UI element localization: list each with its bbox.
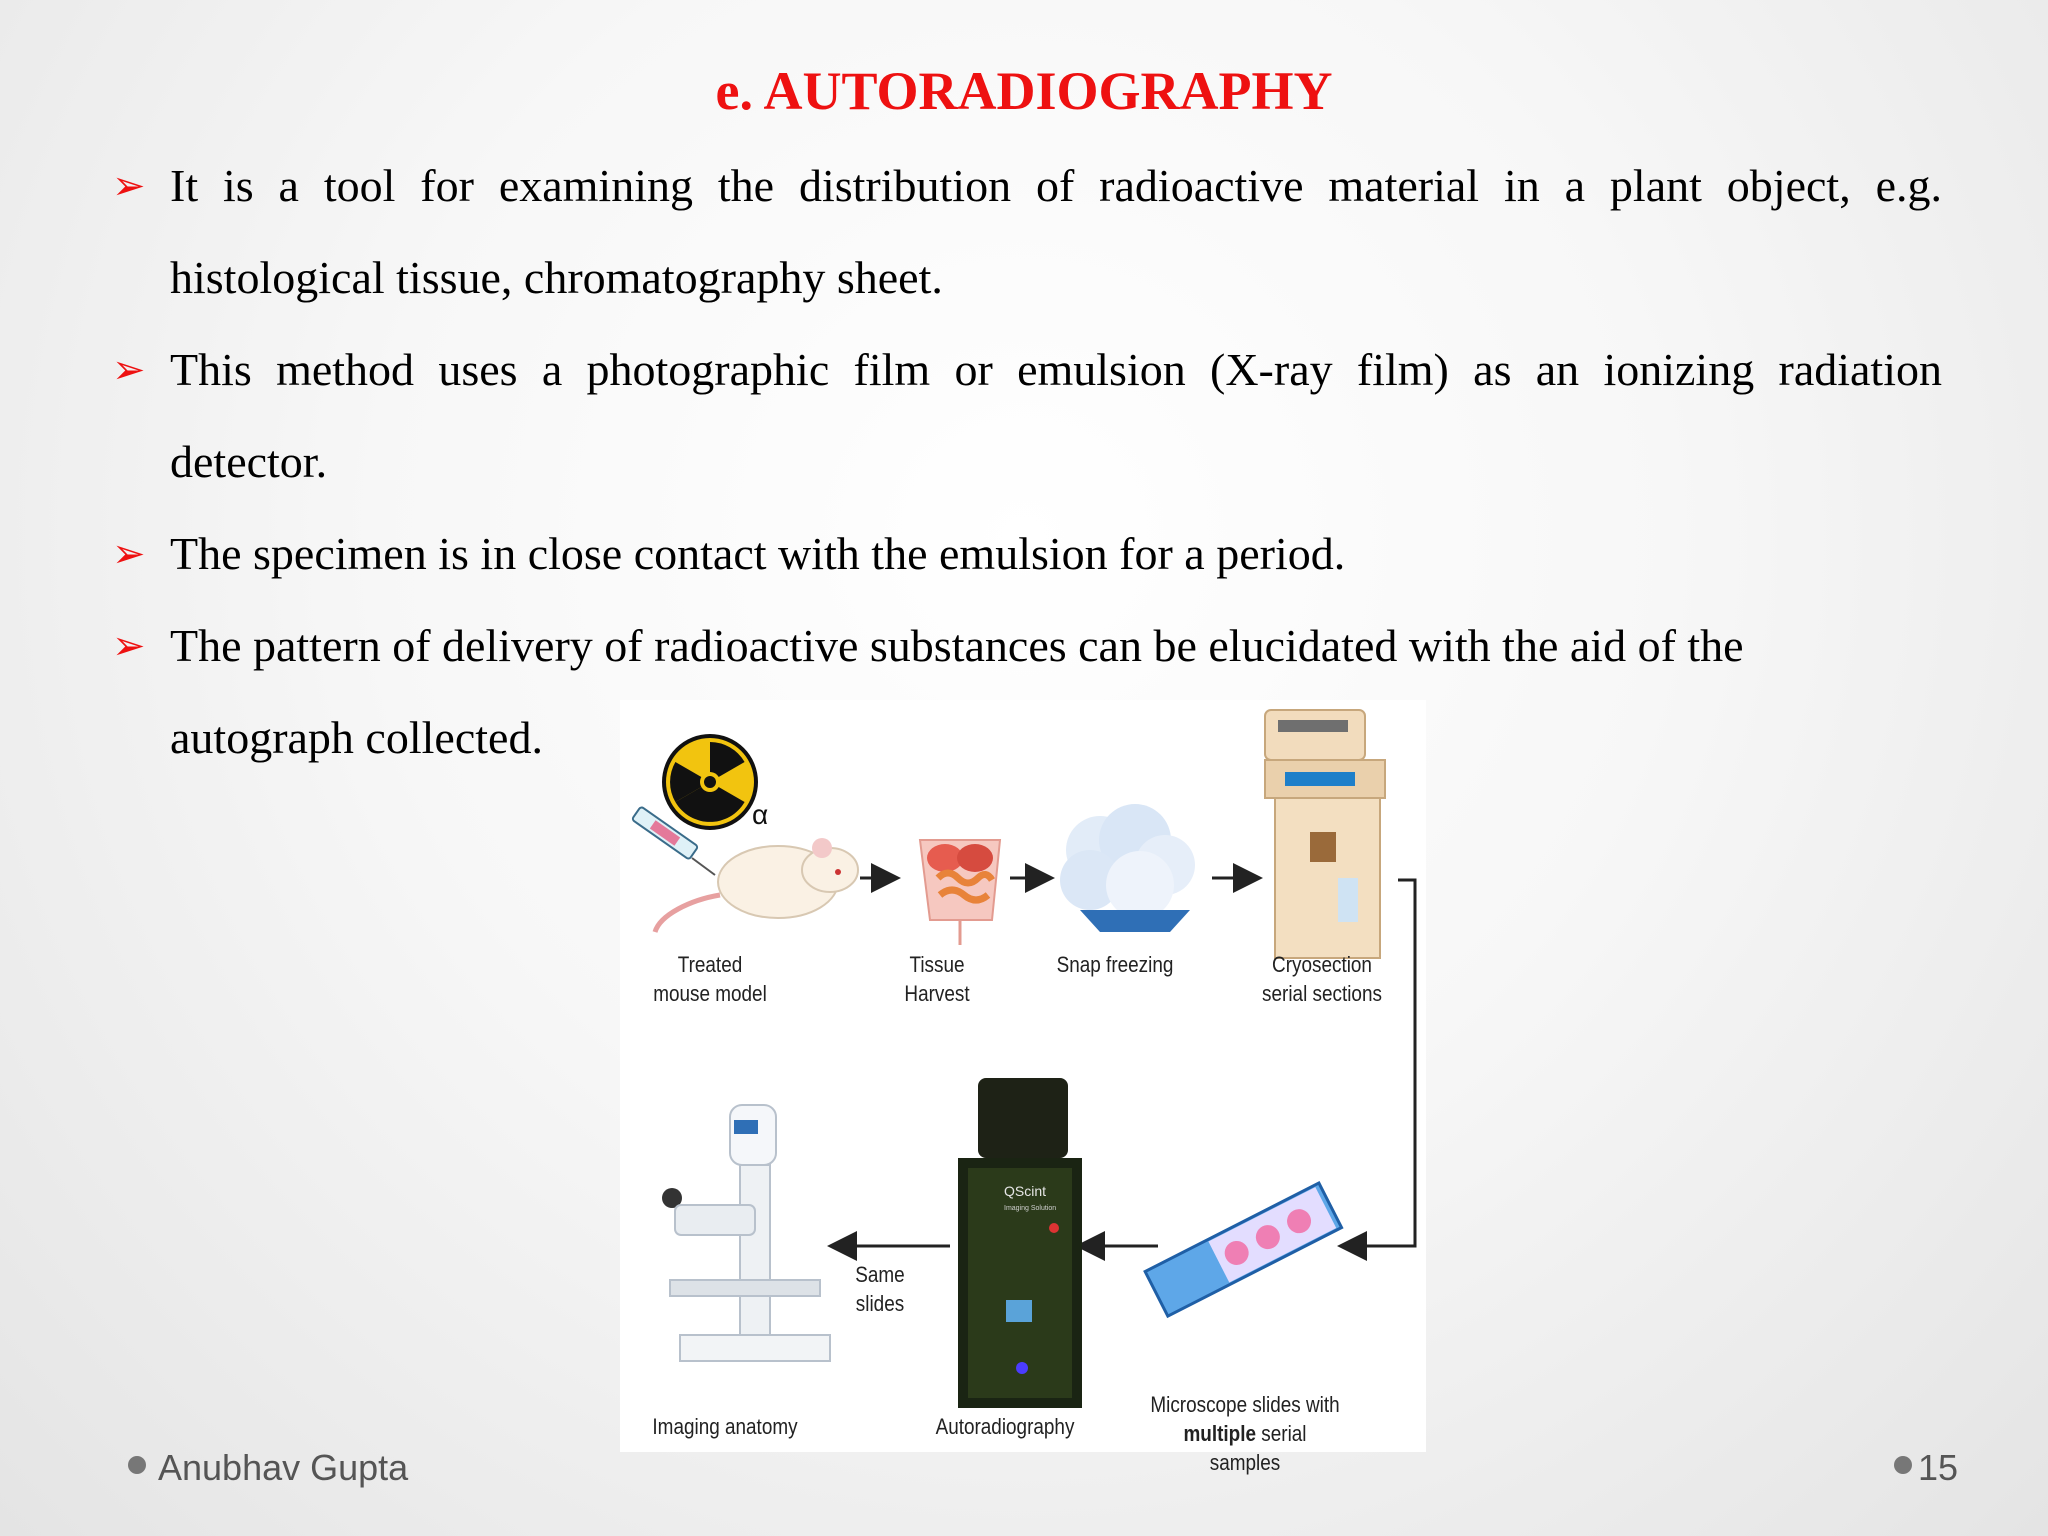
- snap-freezing-label: [1042, 950, 1188, 979]
- device-sub-label: Imaging Solution: [1004, 1205, 1057, 1212]
- workflow-illustration: [620, 700, 1426, 1452]
- bullet-text: The specimen is in close contact with the emulsion for a period.: [170, 528, 1346, 579]
- snap-freezing-label-text: Snap freezing: [1056, 952, 1174, 977]
- arrow-bullet-icon: ➢: [112, 347, 146, 392]
- tissue-harvest-icon: [920, 840, 1000, 945]
- autoradiography-label: [932, 1412, 1078, 1441]
- alpha-symbol: α: [752, 799, 769, 830]
- page-number: 15: [1918, 1447, 1959, 1488]
- same-slides-label-line2: slides: [855, 1291, 905, 1316]
- microscope-slides-label-line1: Microscope slides with: [1150, 1392, 1340, 1417]
- treated-mouse-label-line1: Treated: [677, 952, 743, 977]
- device-brand-label: QScint: [1004, 1183, 1047, 1199]
- bullet-item: [106, 600, 1942, 692]
- bullet-item: [106, 324, 1942, 508]
- microscope-slides-label-bold: multiple: [1183, 1421, 1257, 1446]
- microscope-icon: [662, 1105, 830, 1361]
- imaging-anatomy-label: [652, 1412, 798, 1441]
- bullet-item: [106, 508, 1942, 600]
- same-slides-label: [846, 1260, 915, 1318]
- microscope-slides-label-rest: serial samples: [1209, 1421, 1307, 1475]
- imaging-anatomy-label-text: Imaging anatomy: [652, 1414, 798, 1439]
- bullet-text: autograph collected.: [170, 712, 543, 763]
- microscope-slides-label: [1146, 1390, 1344, 1477]
- bullet-list: [106, 140, 1942, 784]
- cryosection-label: [1253, 950, 1391, 1008]
- footer-left-dot-icon: [128, 1456, 146, 1474]
- bullet-text: It is a tool for examining the distribution of radioactive material in a plant object, e.g. histological tissue, chromatography sheet.: [170, 160, 1942, 303]
- bullet-item: [106, 140, 1942, 324]
- autoradiography-device-icon: [958, 1078, 1082, 1408]
- cryosection-label-line1: Cryosection: [1272, 952, 1372, 977]
- arrow-bullet-icon: ➢: [112, 531, 146, 576]
- footer-right-dot-icon: [1894, 1456, 1912, 1474]
- cryostat-machine-icon: [1265, 710, 1385, 958]
- bullet-continuation: [106, 692, 690, 784]
- bullet-text: The pattern of delivery of radioactive substances can be elucidated with the aid of the: [170, 620, 1744, 671]
- tissue-harvest-label-line1: Tissue: [909, 952, 965, 977]
- autoradiography-workflow-figure: [620, 700, 1426, 1475]
- microscope-slides-label-line2: [1146, 1419, 1344, 1477]
- snap-freezing-icon: [1060, 804, 1195, 932]
- arrow-bullet-icon: ➢: [112, 623, 146, 668]
- autoradiography-label-text: Autoradiography: [935, 1414, 1075, 1439]
- same-slides-label-line1: Same: [855, 1262, 905, 1287]
- radiation-hazard-icon: [664, 736, 768, 830]
- cryosection-label-line2: serial sections: [1262, 981, 1382, 1006]
- slide-title: e. AUTORADIOGRAPHY: [715, 61, 1333, 121]
- tissue-harvest-label-line2: Harvest: [904, 981, 970, 1006]
- bullet-text: This method uses a photographic film or emulsion (X-ray film) as an ionizing radiation detector.: [170, 344, 1942, 487]
- footer-author: Anubhav Gupta: [158, 1447, 409, 1488]
- treated-mouse-label: [650, 950, 770, 1008]
- treated-mouse-label-line2: mouse model: [653, 981, 767, 1006]
- arrow-bullet-icon: ➢: [112, 163, 146, 208]
- tissue-harvest-label: [890, 950, 985, 1008]
- microscope-slide-icon: [1145, 1183, 1341, 1316]
